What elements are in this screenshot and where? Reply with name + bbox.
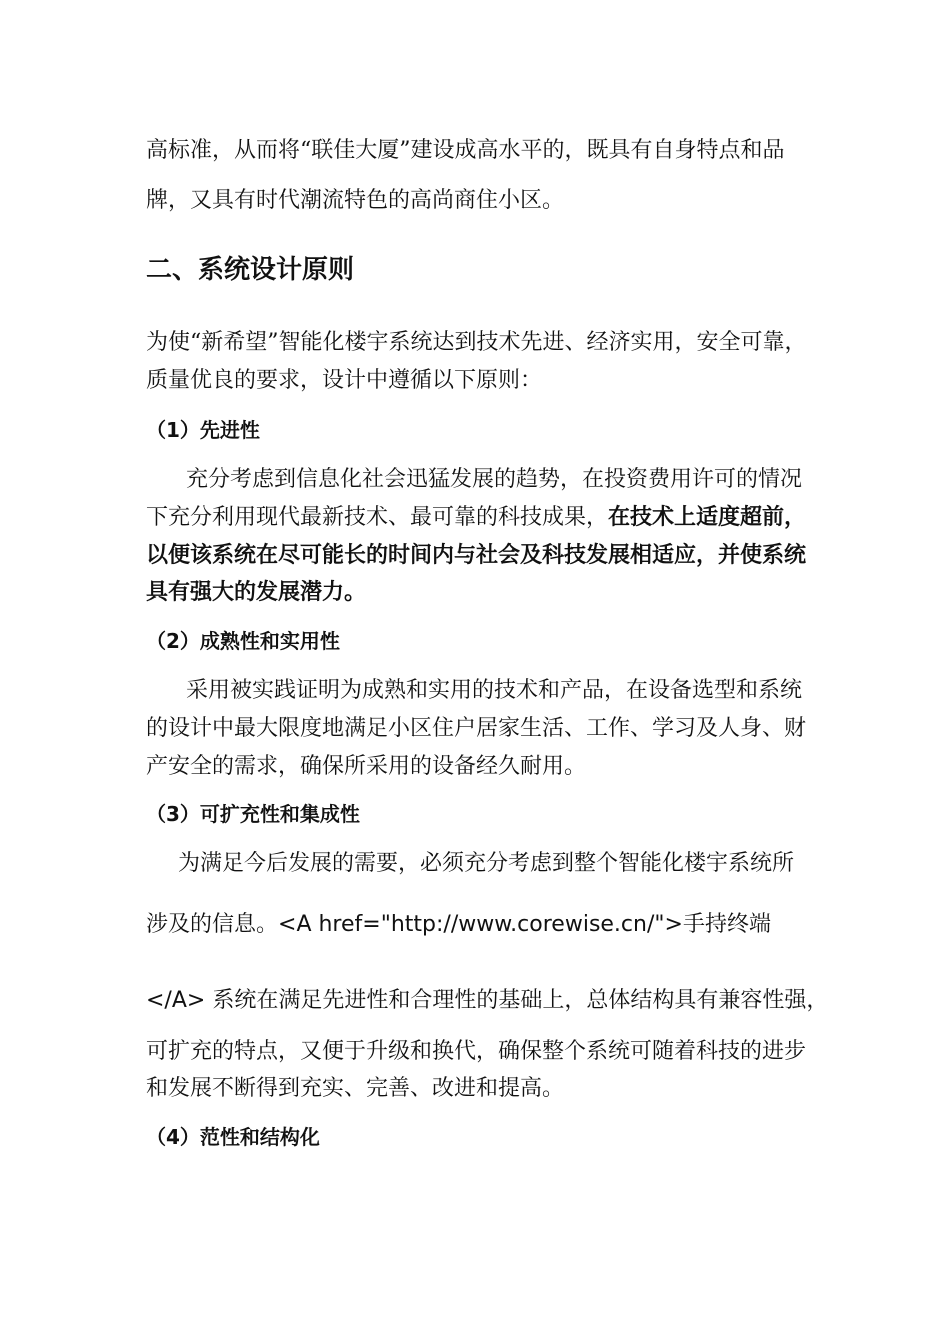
principle-3-line-3-text: 系统在满足先进性和合理性的基础上，总体结构具有兼容性强， [205,988,829,1013]
lead-line-1: 为使“新希望”智能化楼宇系统达到技术先进、经济实用，安全可靠， [146,330,807,355]
principle-1-line-4: 具有强大的发展潜力。 [146,580,367,605]
section-title: 二、系统设计原则 [146,255,355,285]
principle-2-line-1: 采用被实践证明为成熟和实用的技术和产品，在设备选型和系统 [186,678,803,703]
principle-3-line-2-term: 手持终端 [682,912,771,937]
principle-3-line-5: 和发展不断得到充实、完善、改进和提高。 [146,1076,565,1101]
principle-1-line-1: 充分考虑到信息化社会迅猛发展的趋势，在投资费用许可的情况 [186,467,803,492]
principle-3-line-4: 可扩充的特点，又便于升级和换代，确保整个系统可随着科技的进步 [146,1039,807,1064]
principle-1-line-2-plain: 下充分利用现代最新技术、最可靠的科技成果， [146,505,609,530]
intro-line-2: 牌，又具有时代潮流特色的高尚商住小区。 [146,188,565,213]
principle-2-line-2: 的设计中最大限度地满足小区住户居家生活、工作、学习及人身、财 [146,716,807,741]
lead-line-2: 质量优良的要求，设计中遵循以下原则： [146,368,543,393]
principle-3-html-anchor-open: <A href="http://www.corewise.cn/"> [278,912,683,937]
principle-1-title: （1）先进性 [146,418,260,442]
principle-2-title: （2）成熟性和实用性 [146,629,340,653]
principle-3-title: （3）可扩充性和集成性 [146,802,360,826]
principle-3-html-anchor-close: </A> [146,988,206,1013]
principle-3-line-1: 为满足今后发展的需要，必须充分考虑到整个智能化楼宇系统所 [178,851,795,876]
principle-1-line-2-bold: 在技术上适度超前， [608,505,807,530]
principle-1-line-3: 以便该系统在尽可能长的时间内与社会及科技发展相适应，并使系统 [146,543,807,568]
principle-4-title: （4）范性和结构化 [146,1125,320,1149]
principle-3-line-2-text: 涉及的信息。 [146,912,279,937]
principle-3-line-3 [146,986,828,1016]
intro-line-1: 高标准，从而将“联佳大厦”建设成高水平的，既具有自身特点和品 [146,138,785,163]
principle-1-line-2 [146,503,806,533]
principle-2-line-3: 产安全的需求，确保所采用的设备经久耐用。 [146,754,587,779]
principle-3-line-2 [146,910,771,940]
